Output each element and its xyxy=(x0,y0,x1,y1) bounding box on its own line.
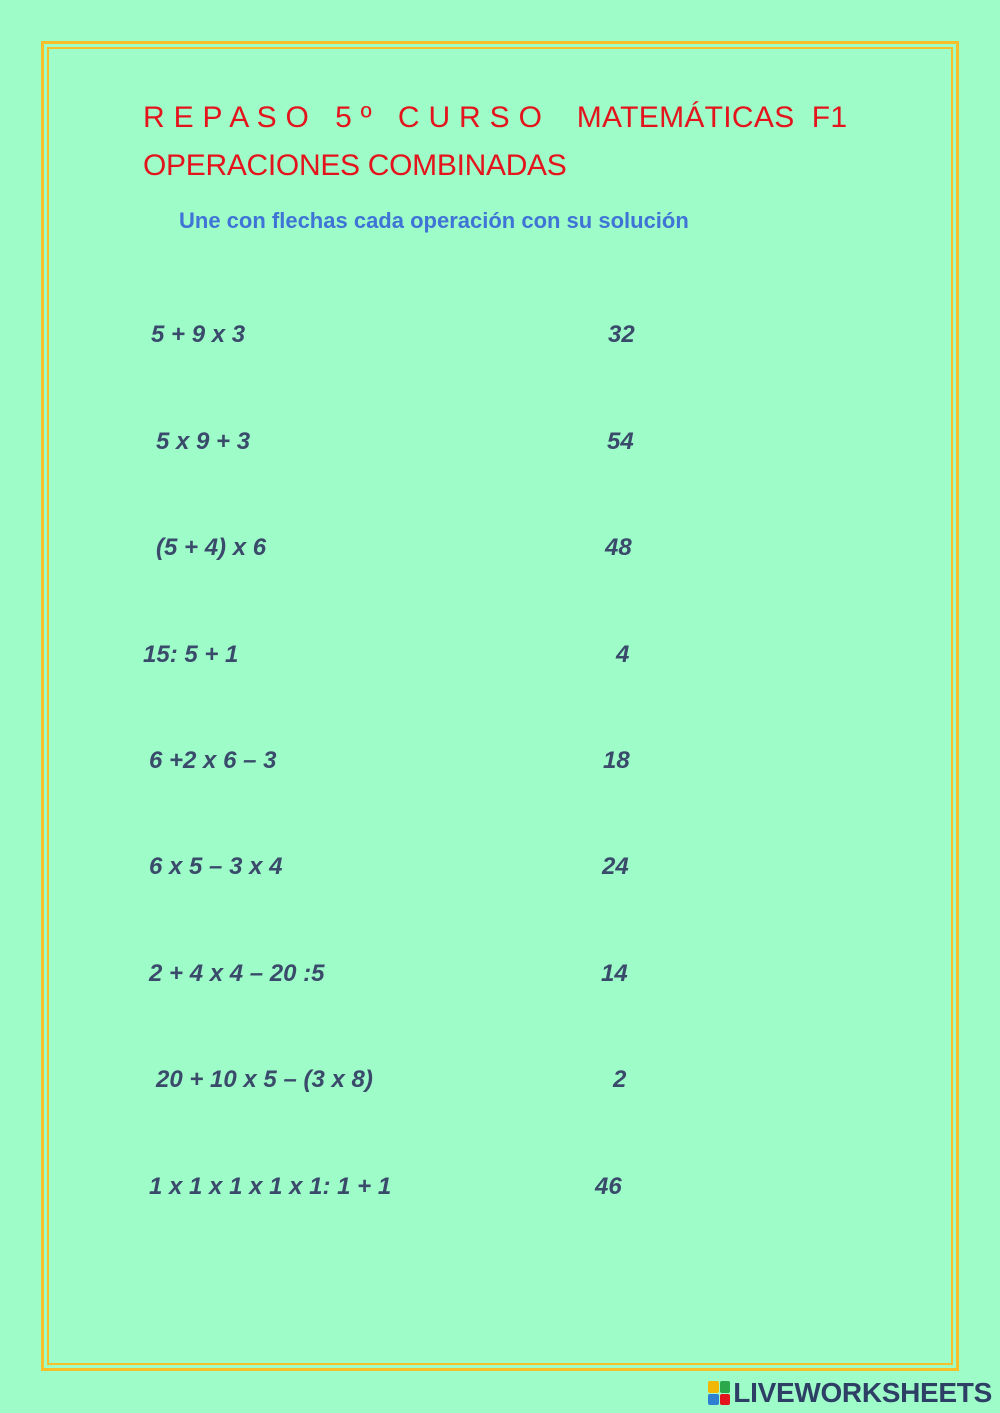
worksheet-inner-border xyxy=(47,47,953,1365)
solution-item[interactable]: 2 xyxy=(613,1066,627,1093)
liveworksheets-logo[interactable] xyxy=(708,1377,992,1409)
worksheet-subtitle: OPERACIONES COMBINADAS xyxy=(143,149,567,182)
logo-text: LIVEWORKSHEETS xyxy=(733,1377,992,1408)
solution-item[interactable]: 24 xyxy=(602,853,629,880)
solution-item[interactable]: 18 xyxy=(603,747,630,774)
operation-item[interactable]: 15: 5 + 1 xyxy=(143,641,239,668)
operation-item[interactable]: 20 + 10 x 5 – (3 x 8) xyxy=(156,1066,373,1093)
liveworksheets-logo-icon xyxy=(708,1381,730,1405)
operation-item[interactable]: 6 +2 x 6 – 3 xyxy=(149,747,277,774)
solution-item[interactable]: 54 xyxy=(607,428,634,455)
operation-item[interactable]: 6 x 5 – 3 x 4 xyxy=(149,853,283,880)
operation-item[interactable]: (5 + 4) x 6 xyxy=(156,534,267,561)
operation-item[interactable]: 1 x 1 x 1 x 1 x 1: 1 + 1 xyxy=(149,1173,392,1200)
solution-item[interactable]: 48 xyxy=(605,534,632,561)
operation-item[interactable]: 5 + 9 x 3 xyxy=(151,321,246,348)
solution-item[interactable]: 46 xyxy=(595,1173,622,1200)
solution-item[interactable]: 14 xyxy=(601,960,628,987)
solution-item[interactable]: 32 xyxy=(608,321,635,348)
instruction-text: Une con flechas cada operación con su solución xyxy=(179,208,689,233)
worksheet-title: R E P A S O 5 º C U R S O MATEMÁTICAS F1 xyxy=(143,101,848,134)
operation-item[interactable]: 5 x 9 + 3 xyxy=(156,428,251,455)
operation-item[interactable]: 2 + 4 x 4 – 20 :5 xyxy=(149,960,325,987)
solution-item[interactable]: 4 xyxy=(616,641,630,668)
